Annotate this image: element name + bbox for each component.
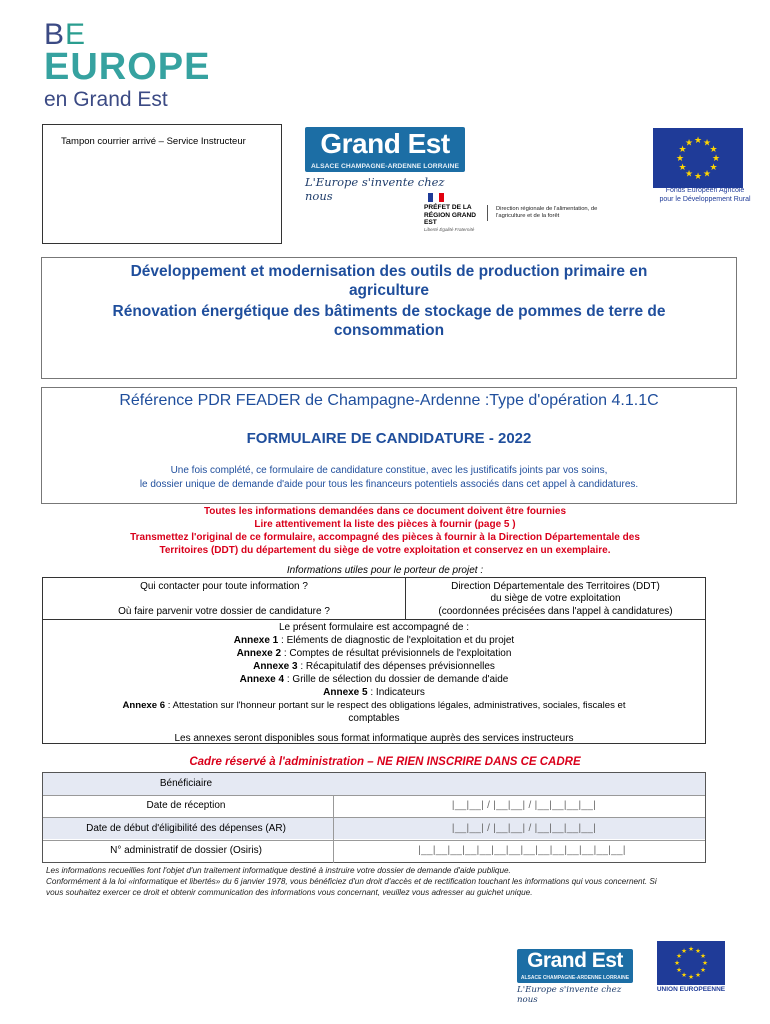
svg-text:★: ★ (693, 172, 703, 182)
svg-text:★: ★ (702, 959, 708, 967)
reference-box (41, 387, 737, 504)
annex-item: Annexe 5 : Indicateurs (323, 687, 425, 698)
svg-text:★: ★ (695, 947, 701, 955)
title-line-1: Développement et modernisation des outils de production primaire en (130, 263, 648, 280)
grand-est-tagline: L'Europe s'invente chez nous (305, 175, 445, 203)
info-answer-2: du siège de votre exploitation (490, 593, 621, 604)
info-question-1: Qui contacter pour toute information ? (140, 581, 308, 592)
info-table (42, 577, 706, 744)
svg-text:★: ★ (695, 971, 701, 979)
info-answer-3: (coordonnées précisées dans l'appel à candidatures) (438, 606, 673, 617)
svg-text:★: ★ (678, 163, 687, 173)
grand-est-logo: Grand Est ALSACE CHAMPAGNE-ARDENNE LORRAINE (305, 127, 465, 172)
svg-text:★: ★ (675, 154, 685, 164)
info-title: Informations utiles pour le porteur de projet : (286, 565, 484, 576)
svg-text:★: ★ (681, 971, 687, 979)
eu-flag-icon (653, 128, 743, 188)
french-flag-icon (428, 193, 444, 202)
form-title: FORMULAIRE DE CANDIDATURE - 2022 (246, 430, 532, 447)
reference-text: Référence PDR FEADER de Champagne-Ardenne :Type d'opération 4.1.1C (119, 392, 659, 409)
title-line-4: consommation (333, 322, 445, 339)
annex-footer: Les annexes seront disponibles sous format informatique auprès des services instructeurs (174, 733, 574, 744)
svg-text:★: ★ (709, 163, 718, 173)
be-europe-logo: BE EUROPE en Grand Est (44, 18, 211, 111)
svg-text:★: ★ (684, 138, 694, 149)
feader-caption: Fonds Européen Agricole pour le Développement Rural (659, 187, 751, 203)
prefet-logo: PRÉFET DE LA RÉGION GRAND EST Liberté Égalité Fraternité Direction régionale de l'alimentation, de l'agriculture et de la forêt (424, 193, 624, 241)
intro-line-1: Une fois complété, ce formulaire de candidature constitue, avec les justificatifs joints par vos soins, (170, 465, 608, 476)
warning-line-3: Transmettez l'original de ce formulaire, accompagné des pièces à fournir à la Direction Départementale des (130, 532, 640, 543)
annex-6-continued: comptables (348, 713, 400, 724)
intro-line-2: le dossier unique de demande d'aide pour tous les financeurs potentiels associés dans cet appel à candidatures. (139, 479, 639, 490)
warning-line-1: Toutes les informations demandées dans ce document doivent être fournies (203, 506, 567, 517)
annex-item: Annexe 1 : Eléments de diagnostic de l'exploitation et du projet (233, 635, 515, 646)
svg-text:★: ★ (676, 966, 682, 974)
svg-text:★: ★ (674, 959, 680, 967)
warning-line-2: Lire attentivement la liste des pièces à fournir (page 5 ) (254, 519, 516, 530)
info-question-2: Où faire parvenir votre dossier de candidature ? (118, 606, 330, 617)
title-line-3: Rénovation énergétique des bâtiments de stockage de pommes de terre de (112, 303, 666, 320)
admin-table (42, 772, 706, 863)
annex-item: Annexe 3 : Récapitulatif des dépenses prévisionnelles (253, 661, 495, 672)
svg-text:★: ★ (684, 169, 694, 180)
annex-intro: Le présent formulaire est accompagné de : (278, 622, 470, 633)
svg-text:★: ★ (688, 945, 694, 953)
svg-text:★: ★ (702, 138, 712, 149)
grand-est-logo-footer: Grand Est ALSACE CHAMPAGNE-ARDENNE LORRAINE (517, 949, 633, 983)
grand-est-tagline-footer: L'Europe s'invente chez nous (517, 985, 622, 1005)
annex-item: Annexe 2 : Comptes de résultat prévisionnels de l'exploitation (236, 648, 512, 659)
svg-text:★: ★ (702, 169, 712, 180)
admin-row: Bénéficiaire (43, 773, 705, 795)
title-line-2: agriculture (348, 282, 430, 299)
svg-text:★: ★ (678, 145, 687, 155)
svg-text:★: ★ (681, 947, 687, 955)
annex-item: Annexe 6 : Attestation sur l'honneur portant sur le respect des obligations légales, administratives, sociales, fiscales et (122, 700, 626, 711)
svg-text:★: ★ (700, 952, 706, 960)
warning-line-4: Territoires (DDT) du département du siège de votre exploitation et conservez en un exemplaire. (159, 545, 611, 556)
svg-text:★: ★ (693, 136, 703, 146)
admin-row: N° administratif de dossier (Osiris) |__|__|__|__|__|__|__|__|__|__|__|__|__|__| (110, 845, 626, 856)
tampon-box (42, 124, 282, 244)
svg-text:★: ★ (688, 973, 694, 981)
svg-text:★: ★ (709, 145, 718, 155)
eu-flag-icon (657, 941, 725, 985)
annex-item: Annexe 4 : Grille de sélection du dossier de demande d'aide (239, 674, 509, 685)
info-answer-1: Direction Départementale des Territoires (DDT) (451, 581, 660, 592)
admin-row: Date de début d'éligibilité des dépenses (AR) |__|__| / |__|__| / |__|__|__|__| (43, 817, 705, 839)
svg-text:★: ★ (711, 154, 721, 164)
svg-text:★: ★ (700, 966, 706, 974)
admin-title: Cadre réservé à l'administration – NE RIEN INSCRIRE DANS CE CADRE (189, 756, 581, 768)
tampon-label: Tampon courrier arrivé – Service Instructeur (61, 136, 246, 147)
svg-text:★: ★ (676, 952, 682, 960)
legal-notice: Les informations recueillies font l'objet d'un traitement informatique destiné à instruire votre dossier de demande d'aide publique. Conformément à la loi «informatique et libertés» du 6 janvier 1978, vous bénéficiez d'un droit d'accès et de rectification touchant les informations qui vous concernent. Si vous souhaitez exercer ce droit et obtenir communication des informations vous concernant, veuillez vous adresser au guichet unique. (46, 866, 657, 897)
title-box (41, 257, 737, 379)
eu-caption-footer: UNION EUROPEENNE (656, 986, 726, 993)
admin-row: Date de réception |__|__| / |__|__| / |__|__|__|__| (146, 800, 597, 811)
